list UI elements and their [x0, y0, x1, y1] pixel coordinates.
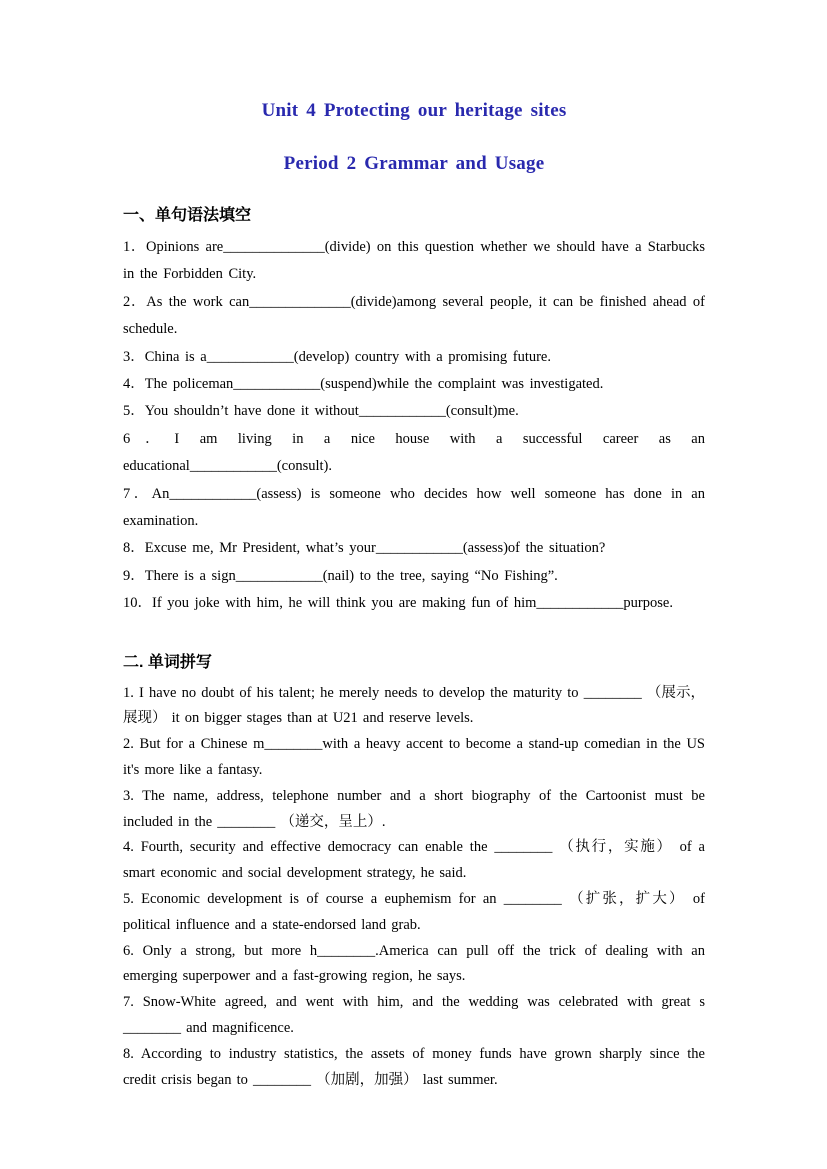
document-subtitle: Period 2 Grammar and Usage [283, 153, 545, 174]
spelling-item-6: 6. Only a strong, but more h________.America can pull off the trick of dealing with an emerging superpower and a fast-growing region, he says. [123, 942, 705, 985]
document-title: Unit 4 Protecting our heritage sites [261, 100, 567, 121]
spelling-item-7: 7. Snow-White agreed, and went with him, and the wedding was celebrated with great s ________ and magnificence. [123, 994, 705, 1037]
grammar-item-5: 5．You shouldn’t have done it without____________(consult)me. [123, 403, 519, 420]
grammar-item-7: 7．An____________(assess) is someone who decides how well someone has done in an examination. [123, 485, 705, 530]
grammar-item-4: 4．The policeman____________(suspend)while the complaint was investigated. [123, 376, 604, 393]
grammar-item-3: 3．China is a____________(develop) country with a promising future. [123, 348, 551, 365]
section2-heading: 二. 单词拼写 [123, 653, 212, 671]
grammar-item-2: 2．As the work can______________(divide)among several people, it can be finished ahead of schedule. [123, 293, 705, 338]
grammar-item-6: 6．I am living in a nice house with a successful career as an educational____________(consult). [123, 430, 705, 475]
spelling-item-5: 5. Economic development is of course a euphemism for an ________ （扩张，扩大） of political influence and a state-endorsed land grab. [123, 891, 705, 933]
spelling-item-4: 4. Fourth, security and effective democracy can enable the ________ （执行，实施） of a smart economic and social development strategy, he said. [123, 839, 705, 882]
spelling-item-3: 3. The name, address, telephone number and a short biography of the Cartoonist must be included in the ________ （递交，呈上）. [123, 787, 705, 830]
grammar-item-1: 1．Opinions are______________(divide) on this question whether we should have a Starbucks in the Forbidden City. [123, 239, 705, 283]
section-word-spelling [123, 649, 705, 1094]
spelling-item-1: 1. I have no doubt of his talent; he merely needs to develop the maturity to ________ （展示，展现） it on bigger stages than at U21 and reserve levels. [123, 684, 705, 727]
grammar-item-10: 10．If you joke with him, he will think you are making fun of him____________purpose. [123, 595, 673, 612]
grammar-item-9: 9．There is a sign____________(nail) to the tree, saying “No Fishing”. [123, 567, 558, 584]
grammar-item-8: 8．Excuse me, Mr President, what’s your____________(assess)of the situation? [123, 540, 606, 557]
section1-heading: 一、单句语法填空 [123, 207, 252, 224]
section-grammar-fill [123, 202, 705, 618]
spelling-item-8: 8. According to industry statistics, the assets of money funds have grown sharply since the credit crisis began to ________ （加剧，加强） last summer. [123, 1045, 705, 1088]
spelling-item-2: 2. But for a Chinese m________with a heavy accent to become a stand-up comedian in the US it's more like a fantasy. [123, 736, 705, 779]
